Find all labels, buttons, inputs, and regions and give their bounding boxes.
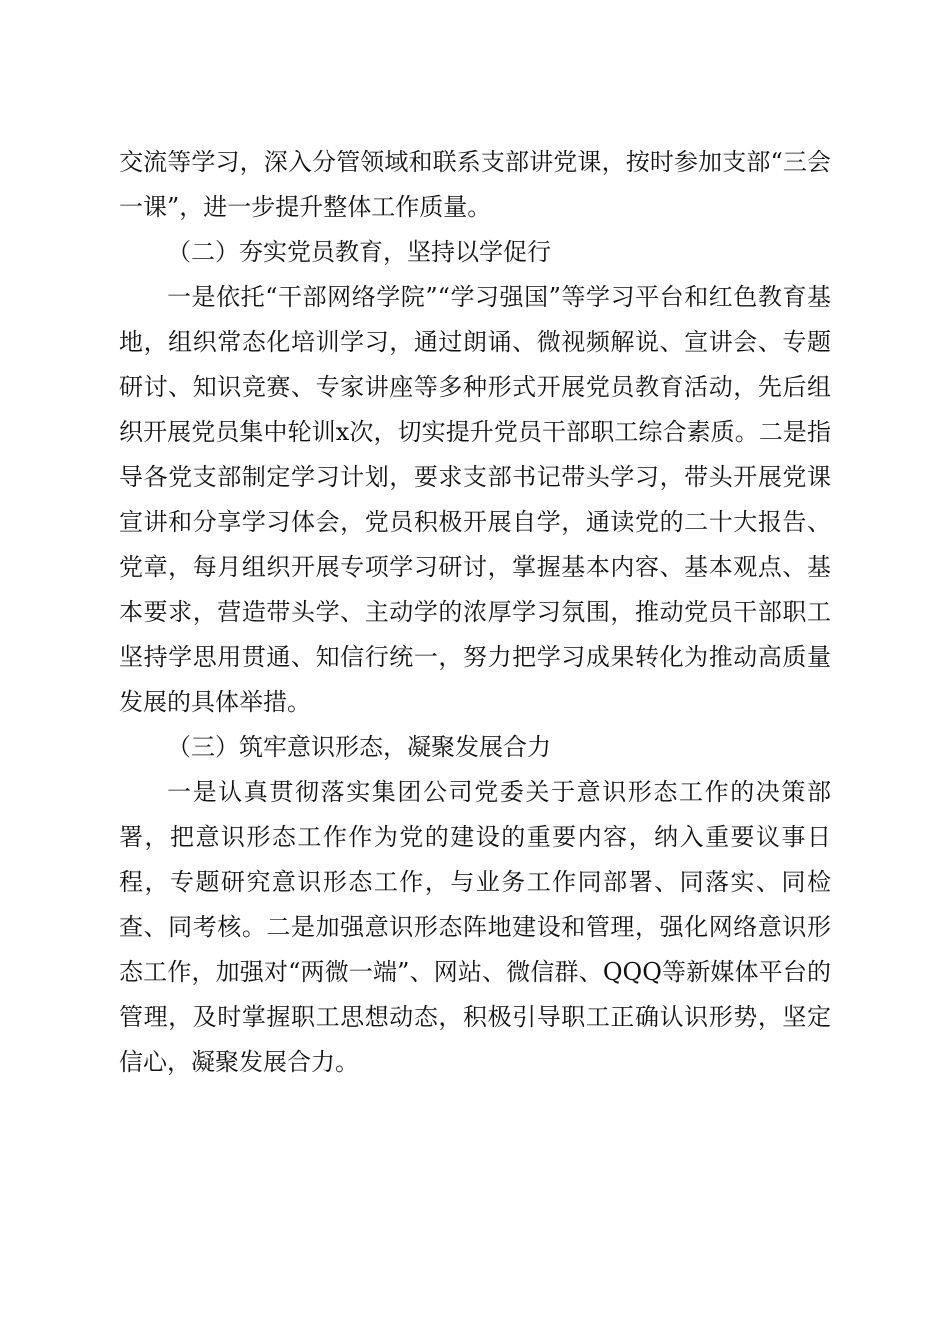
paragraph-ideology: 一是认真贯彻落实集团公司党委关于意识形态工作的决策部署，把意识形态工作作为党的建设的重要内容，纳入重要议事日程，专题研究意识形态工作，与业务工作同部署、同落实、同检查、同考核。二是加强意识形态阵地建设和管理，强化网络意识形态工作，加强对“两微一端”、网站、微信群、QQQ等新媒体平台的管理，及时掌握职工思想动态，积极引导职工正确认识形势，坚定信心，凝聚发展合力。 xyxy=(119,778,831,1076)
paragraph-party-education: 一是依托“干部网络学院”“学习强国”等学习平台和红色教育基地，组织常态化培训学习，通过朗诵、微视频解说、宣讲会、专题研讨、知识竞赛、专家讲座等多种形式开展党员教育活动，先后组织开展党员集中轮训x次，切实提升党员干部职工综合素质。二是指导各党支部制定学习计划，要求支部书记带头学习，带头开展党课宣讲和分享学习体会，党员积极开展自学，通读党的二十大报告、党章，每月组织开展专项学习研讨，掌握基本内容、基本观点、基本要求，营造带头学、主动学的浓厚学习氛围，推动党员干部职工坚持学思用贯通、知信行统一，努力把学习成果转化为推动高质量发展的具体举措。 xyxy=(119,283,831,716)
paragraph-continued: 交流等学习，深入分管领域和联系支部讲党课，按时参加支部“三会一课”，进一步提升整体工作质量。 xyxy=(119,148,831,221)
document-body xyxy=(119,140,831,1085)
section-heading-2: （二）夯实党员教育，坚持以学促行 xyxy=(167,238,551,266)
section-heading-3: （三）筑牢意识形态，凝聚发展合力 xyxy=(167,733,551,761)
